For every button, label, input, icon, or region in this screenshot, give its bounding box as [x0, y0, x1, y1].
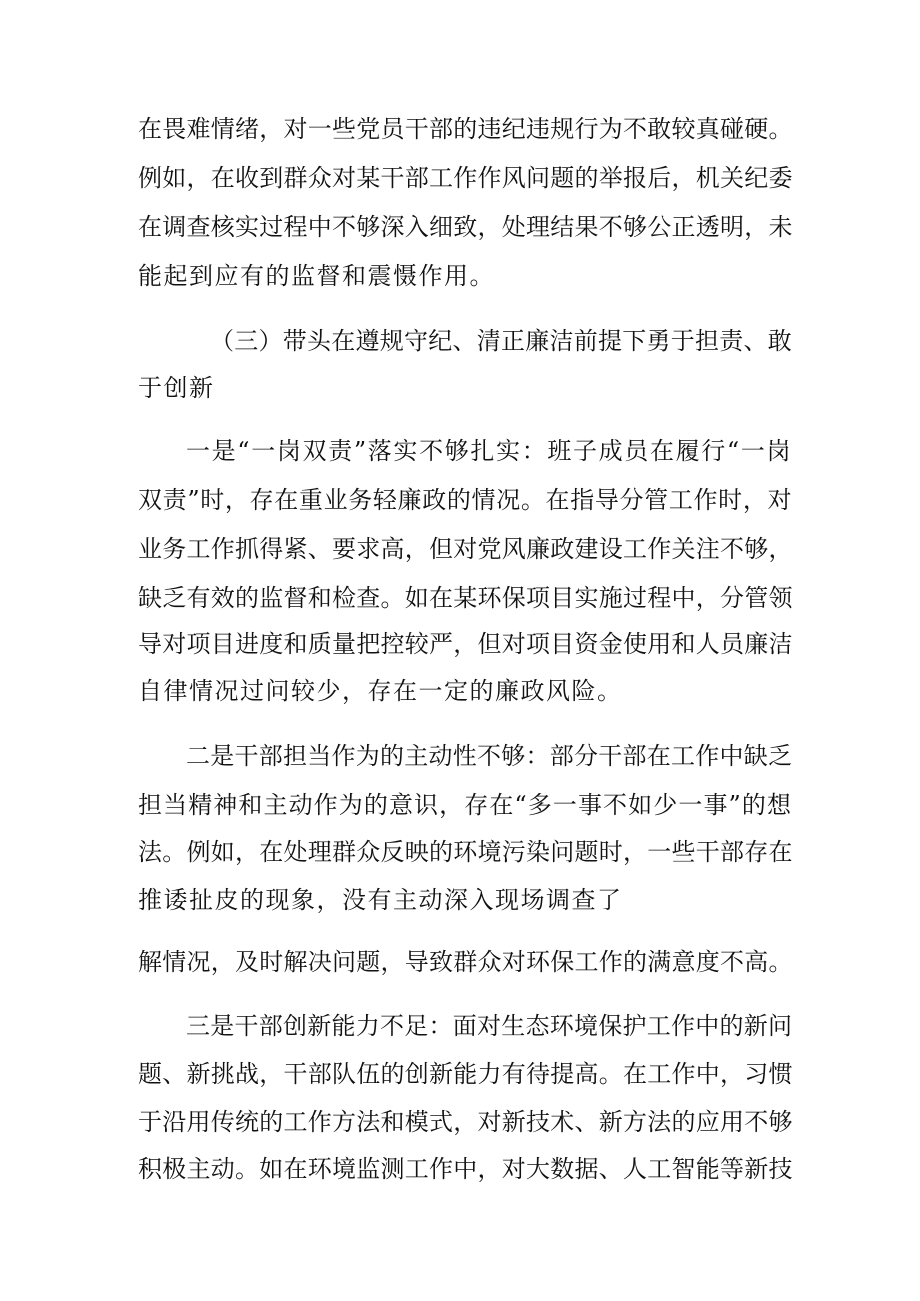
text-line: 例如，在收到群众对某干部工作作风问题的举报后，机关纪委 — [138, 164, 793, 192]
text-line: 缺乏有效的监督和检查。如在某环保项目实施过程中，分管领 — [138, 584, 793, 612]
text-line: 推诿扯皮的现象，没有主动深入现场调查了 — [138, 886, 623, 914]
text-line: 法。例如，在处理群众反映的环境污染问题时，一些干部存在 — [138, 838, 793, 866]
text-line: 二是干部担当作为的主动性不够：部分干部在工作中缺乏 — [186, 742, 793, 770]
text-line: 于沿用传统的工作方法和模式，对新技术、新方法的应用不够 — [138, 1108, 793, 1136]
section-heading-continued: 于创新 — [138, 374, 215, 402]
text-line: 能起到应有的监督和震慑作用。 — [138, 262, 495, 290]
text-line: 题、新挑战，干部队伍的创新能力有待提高。在工作中，习惯 — [138, 1060, 793, 1088]
text-line: 双责”时，存在重业务轻廉政的情况。在指导分管工作时，对 — [138, 486, 792, 514]
section-heading: （三）带头在遵规守纪、清正廉洁前提下勇于担责、敢 — [210, 327, 792, 355]
text-line: 三是干部创新能力不足：面对生态环境保护工作中的新问 — [186, 1012, 793, 1040]
text-line: 解情况，及时解决问题，导致群众对环保工作的满意度不高。 — [138, 948, 793, 976]
text-line: 在畏难情绪，对一些党员干部的违纪违规行为不敢较真碰硬。 — [138, 115, 793, 143]
text-line: 积极主动。如在环境监测工作中，对大数据、人工智能等新技 — [138, 1155, 793, 1183]
text-line: 担当精神和主动作为的意识，存在“多一事不如少一事”的想 — [138, 791, 792, 819]
text-line: 在调查核实过程中不够深入细致，处理结果不够公正透明，未 — [138, 213, 793, 241]
text-line: 导对项目进度和质量把控较严，但对项目资金使用和人员廉洁 — [138, 630, 793, 658]
text-line: 自律情况过问较少，存在一定的廉政风险。 — [138, 677, 623, 705]
text-line: 业务工作抓得紧、要求高，但对党风廉政建设工作关注不够， — [138, 535, 793, 563]
text-line: 一是“一岗双责”落实不够扎实：班子成员在履行“一岗 — [186, 437, 792, 465]
